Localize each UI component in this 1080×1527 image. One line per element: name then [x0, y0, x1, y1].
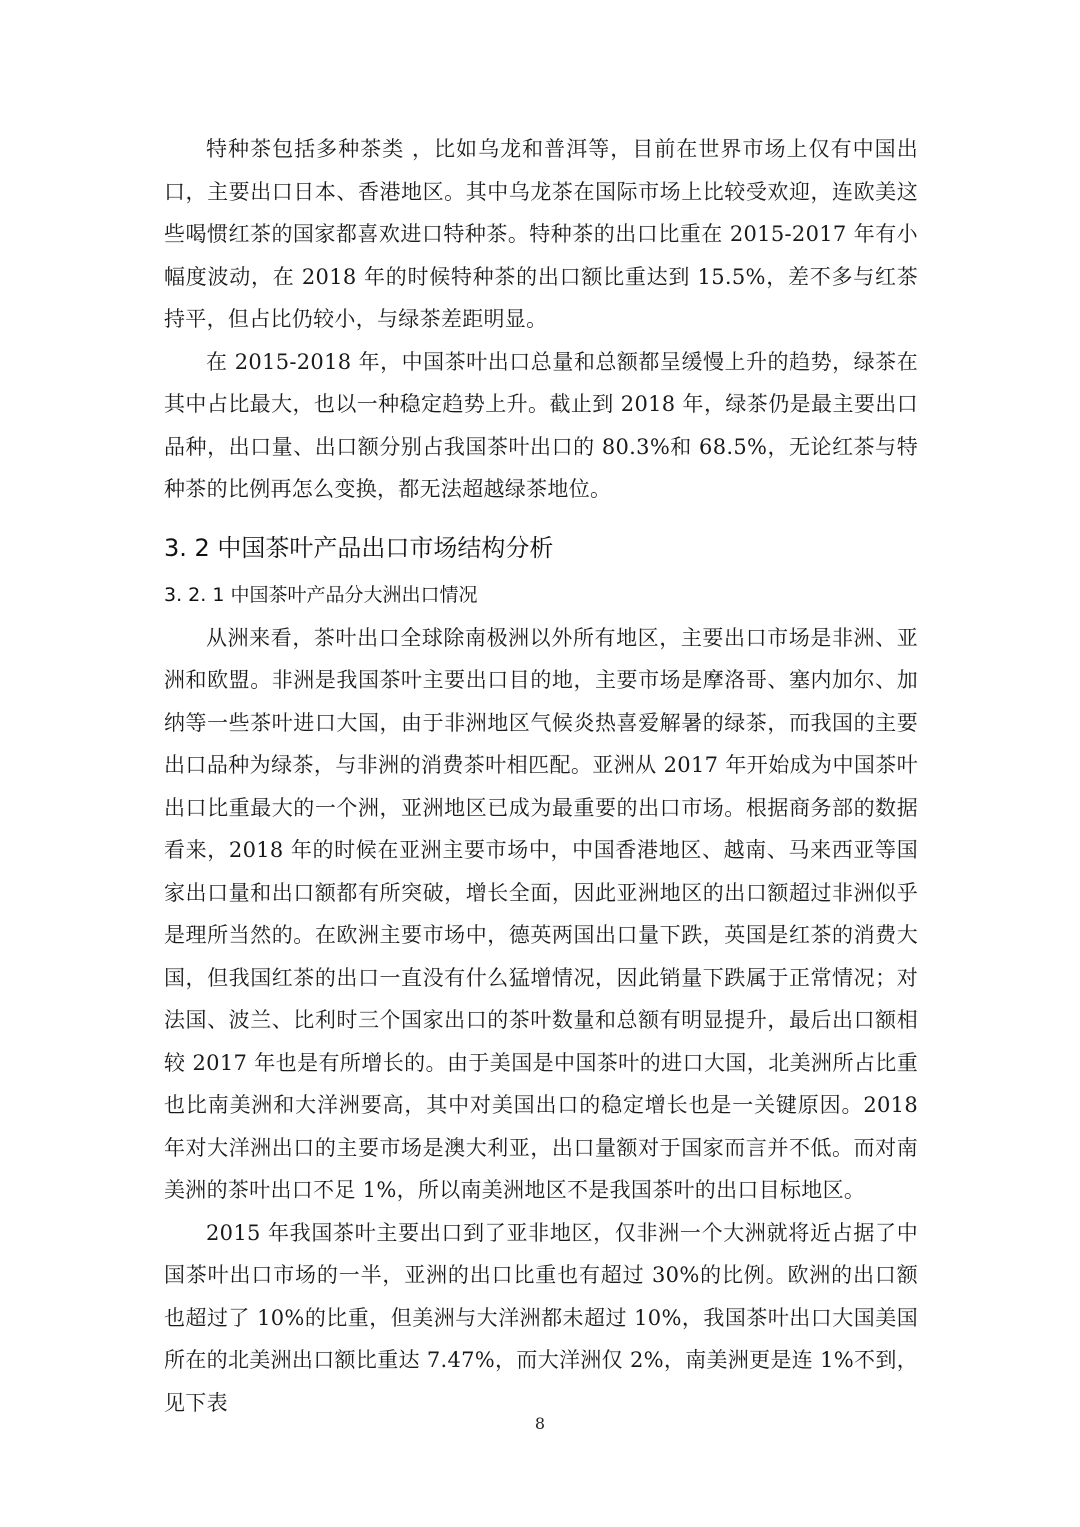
subsection-heading: 3. 2. 1 中国茶叶产品分大洲出口情况	[164, 583, 478, 606]
section-heading: 3. 2 中国茶叶产品出口市场结构分析	[164, 533, 554, 562]
document-page	[164, 128, 918, 1424]
body-paragraph: 2015 年我国茶叶主要出口到了亚非地区，仅非洲一个大洲就将近占据了中国茶叶出口市场的一半，亚洲的出口比重也有超过 30%的比例。欧洲的出口额也超过了 10%的比重，但美洲与大洋洲都未超过 10%，我国茶叶出口大国美国所在的北美洲出口额比重达 7.47%，而大洋洲仅 2%，南美洲更是连 1%不到，见下表	[164, 1220, 918, 1415]
body-paragraph: 从洲来看，茶叶出口全球除南极洲以外所有地区，主要出口市场是非洲、亚洲和欧盟。非洲是我国茶叶主要出口目的地，主要市场是摩洛哥、塞内加尔、加纳等一些茶叶进口大国，由于非洲地区气候炎热喜爱解暑的绿茶，而我国的主要出口品种为绿茶，与非洲的消费茶叶相匹配。亚洲从 2017 年开始成为中国茶叶出口比重最大的一个洲，亚洲地区已成为最重要的出口市场。根据商务部的数据看来，2018 年的时候在亚洲主要市场中，中国香港地区、越南、马来西亚等国家出口量和出口额都有所突破，增长全面，因此亚洲地区的出口额超过非洲似乎是理所当然的。在欧洲主要市场中，德英两国出口量下跌，英国是红茶的消费大国，但我国红茶的出口一直没有什么猛增情况，因此销量下跌属于正常情况；对法国、波兰、比利时三个国家出口的茶叶数量和总额有明显提升，最后出口额相较 2017 年也是有所增长的。由于美国是中国茶叶的进口大国，北美洲所占比重也比南美洲和大洋洲要高，其中对美国出口的稳定增长也是一关键原因。2018 年对大洋洲出口的主要市场是澳大利亚，出口量额对于国家而言并不低。而对南美洲的茶叶出口不足 1%，所以南美洲地区不是我国茶叶的出口目标地区。	[164, 625, 918, 1202]
body-paragraph: 在 2015-2018 年，中国茶叶出口总量和总额都呈缓慢上升的趋势，绿茶在其中占比最大，也以一种稳定趋势上升。截止到 2018 年，绿茶仍是最主要出口品种，出口量、出口额分别占我国茶叶出口的 80.3%和 68.5%，无论红茶与特种茶的比例再怎么变换，都无法超越绿茶地位。	[164, 349, 918, 501]
body-paragraph: 特种茶包括多种茶类 ，比如乌龙和普洱等，目前在世界市场上仅有中国出口，主要出口日本、香港地区。其中乌龙茶在国际市场上比较受欢迎，连欧美这些喝惯红茶的国家都喜欢进口特种茶。特种茶的出口比重在 2015-2017 年有小幅度波动，在 2018 年的时候特种茶的出口额比重达到 15.5%，差不多与红茶持平，但占比仍较小，与绿茶差距明显。	[164, 137, 918, 331]
page-number: 8	[534, 1414, 546, 1433]
